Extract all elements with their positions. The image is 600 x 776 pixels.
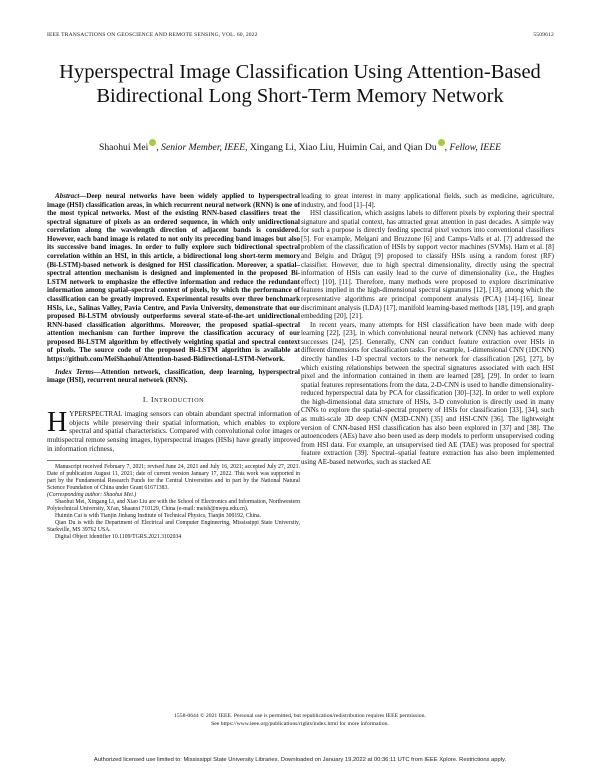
author-name: Shaohui Mei bbox=[99, 142, 149, 154]
intro-paragraph bbox=[47, 407, 300, 453]
abstract: Abstract—Deep neural networks have been widely applied to hyperspectral image (HSI) classification areas, in which recurrent neural network (RNN) is one of the most typical networks. Most of the existing RNN-based classifiers treat the spectral signature of pixels as an ordered sequence, in which only unidirectional correlation along the wavelength direction of adjacent bands is considered. However, each band image is related to not only its preceding band images but also its successive band images. In order to fully explore such bidirectional spectral correlation within an HSI, in this article, a bidirectional long short-term memory (Bi-LSTM)-based network is designed for HSI classification. Moreover, a spatial–spectral attention mechanism is designed and implemented in the proposed Bi-LSTM network to emphasize the effective information and reduce the redundant information among spatial–spectral context of pixels, by which the performance of classification can be greatly improved. Experimental results over three benchmark HSIs, i.e., Salinas Valley, Pavia Centre, and Pavia University, demonstrate that our proposed Bi-LSTM obviously outperforms several state-of-the-art unidirectional RNN-based classification algorithms. Moreover, the proposed spatial–spectral attention mechanism can further improve the classification accuracy of our proposed Bi-LSTM algorithm by effectively weighting spatial and spectral context of pixels. The source code of the proposed Bi-LSTM algorithm is available at https://github.com/MeiShaohui/Attention-based-Bidirectional-LSTM-Network. bbox=[47, 192, 300, 363]
footnote-doi: Digital Object Identifier 10.1109/TGRS.2021.3102034 bbox=[55, 534, 182, 541]
abstract-label: Abstract bbox=[55, 192, 80, 200]
orcid-icon[interactable] bbox=[149, 139, 156, 146]
copyright-notice bbox=[50, 713, 550, 728]
drop-cap: H bbox=[47, 407, 68, 439]
footnote-received: Manuscript received February 7, 2021; revised June 24, 2021 and July 16, 2021; accepted July 27, 2021. Date of publication August 11, 2021; date of current version January 17, 2022. This work was supported in part by the Fundamental Research Funds for the Central Universities and in part by the National Natural Science Foundation of China under Grant 61671383. bbox=[47, 464, 300, 492]
author-names: Xingang Li, Xiao Liu, Huimin Cai, and Qian Du bbox=[249, 142, 437, 154]
body-paragraph: HSI classification, which assigns labels to different pixels by exploring their spectral signature and spatial context, has attracted great attention in past decades. A simple way for such a purpose is directly feeding spectral pixel vectors into conventional classifiers [5]. For example, Melgani and Bruzzone [6] and Camps-Valls et al. [7] addressed the problem of the classification of HSIs by support vector machines (SVMs). Ham et al. [8] and Belgiu and Drăguţ [9] proposed to classify HSIs using a random forest (RF) classifier. However, due to high spectral dimensionality, directly using the spectral information of HSIs can easily lead to the curve of dimensionality (i.e., the Hughes effect) [10], [11]. Therefore, many methods were proposed to explore discriminative features implied in the high-dimensional spectral signatures [12], [13], among which the representative algorithms are principal component analysis (PCA) [14]–[16], linear discriminant analysis (LDA) [17], manifold learning-based methods [18], [19], and graph embedding [20], [21]. bbox=[301, 209, 554, 321]
author-role: Senior Member, IEEE bbox=[161, 142, 246, 154]
abstract-text: Deep neural networks have been widely applied to hyperspectral image (HSI) classification areas, in which recurrent neural network (RNN) is one of the most typical networks. Most of the existing RNN-based classifiers treat the spectral signature of pixels as an ordered sequence, in which only unidirectional correlation along the wavelength direction of adjacent bands is considered. However, each band image is related to not only its preceding band images but also its successive band images. In order to fully explore such bidirectional spectral correlation within an HSI, in this article, a bidirectional long short-term memory (Bi-LSTM)-based network is designed for HSI classification. Moreover, a spatial–spectral attention mechanism is designed and implemented in the proposed Bi-LSTM network to emphasize the effective information and reduce the redundant information among spatial–spectral context of pixels, by which the performance of classification can be greatly improved. Experimental results over three benchmark HSIs, i.e., Salinas Valley, Pavia Centre, and Pavia University, demonstrate that our proposed Bi-LSTM obviously outperforms several state-of-the-art unidirectional RNN-based classification algorithms. Moreover, the proposed spatial–spectral attention mechanism can further improve the classification accuracy of our proposed Bi-LSTM algorithm by effectively weighting spatial and spectral context of pixels. The source code of the proposed Bi-LSTM algorithm is available at https://github.com/MeiShaohui/Attention-based-Bidirectional-LSTM-Network. bbox=[47, 192, 300, 363]
body-paragraph: leading to great interest in many applicational fields, such as medicine, agriculture, industry, and food [1]–[4]. bbox=[301, 192, 554, 209]
footnote-affiliation-1: Shaohui Mei, Xingang Li, and Xiao Liu are with the School of Electronics and Information, Northwestern Polytechnical University, Xi'an, Shaanxi 710129, China (e-mail: meish@nwpu.edu.cn). bbox=[47, 499, 300, 513]
running-header-article-number: 5509612 bbox=[533, 32, 554, 38]
license-bar: Authorized licensed use limited to: Mississippi State University Libraries. Downloaded on January 19,2022 at 00:36:11 UTC from IEEE Xplore. Restrictions apply. bbox=[93, 757, 507, 763]
author-line: Shaohui Mei , Senior Member, IEEE, Xingang Li, Xiao Liu, Huimin Cai, and Qian Du , Fellow, IEEE bbox=[30, 139, 570, 153]
orcid-icon[interactable] bbox=[438, 139, 445, 146]
paper-title: Hyperspectral Image Classification Using Attention-Based Bidirectional Long Short-Term Memory Network bbox=[59, 61, 541, 107]
copyright-line-1: 1558-0644 © 2021 IEEE. Personal use is permitted, but republication/redistribution requires IEEE permission. bbox=[174, 713, 426, 719]
running-header-journal: IEEE TRANSACTIONS ON GEOSCIENCE AND REMOTE SENSING, VOL. 60, 2022 bbox=[47, 32, 258, 38]
index-terms-text: Attention network, classification, deep learning, hyperspectral image (HSI), recurrent neural network (RNN). bbox=[47, 367, 300, 385]
footnote-affiliation-3: Qian Du is with the Department of Electrical and Computer Engineering, Mississippi State University, Starkville, MS 39762 USA. bbox=[47, 520, 300, 534]
footnote-corresponding: (Corresponding author: Shaohui Mei.) bbox=[47, 492, 137, 499]
footnote-divider bbox=[47, 460, 300, 461]
right-column bbox=[301, 192, 554, 467]
footnotes bbox=[47, 464, 300, 541]
left-column bbox=[47, 192, 300, 541]
section-heading-introduction: I. INTRODUCTION bbox=[142, 394, 205, 404]
index-terms: Index Terms—Attention network, classification, deep learning, hyperspectral image (HSI), recurrent neural network (RNN). bbox=[47, 367, 300, 385]
author-role: Fellow, IEEE bbox=[449, 142, 501, 154]
index-terms-label: Index Terms bbox=[55, 367, 94, 376]
footnote-affiliation-2: Huimin Cai is with Tianjin Jinhang Institute of Technical Physics, Tianjin 300192, China. bbox=[55, 513, 262, 520]
intro-text: YPERSPECTRAL imaging sensors can obtain abundant spectral information of objects while preserving their spatial information, which enables to explore spectral and spatial characteristics. Compared with convolutional color images or multispectral remote sensing images, hyperspectral images (HSIs) have greatly improved in information richness, bbox=[47, 410, 300, 453]
copyright-line-2: See https://www.ieee.org/publications/rights/index.html for more information. bbox=[211, 720, 389, 727]
body-paragraph: In recent years, many attempts for HSI classification have been made with deep learning [22], [23], in which convolutional neural network (CNN) has achieved many successes [24], [25]. Generally, CNN can conduct feature extraction over HSIs in different dimensions for classification tasks. For example, 1-dimensional CNN (1DCNN) directly handles 1-D spectral vectors to the network for classification [26], [27], by which existing relationships between the spectral signatures associated with each HSI pixel and the information contained in them are learned [28], [29]. In order to learn spatial features representations from the data, 2-D-CNN is used to handle dimensionality-reduced hyperspectral data by PCA for classification [30]–[32]. In order to well explore the high-dimensional data structure of HSIs, 3-D convolution is directly used in many CNNs to explore the spatial–spectral property of HSIs for classification [33], [34], such as multi-scale 3D deep CNN (M3D-CNN) [35] and HSI-CNN [36]. The lightweight version of CNN-based HSI classification has also been explored in [37] and [38]. The autoencoders (AEs) have also been used as deep models to perform unsupervised coding from HSI data. For example, an unsupervised tied AE (TAE) was proposed for spectral feature extraction [39]. Spectral–spatial feature extraction has also been implemented using AE-based networks, such as stacked AE bbox=[301, 320, 554, 466]
